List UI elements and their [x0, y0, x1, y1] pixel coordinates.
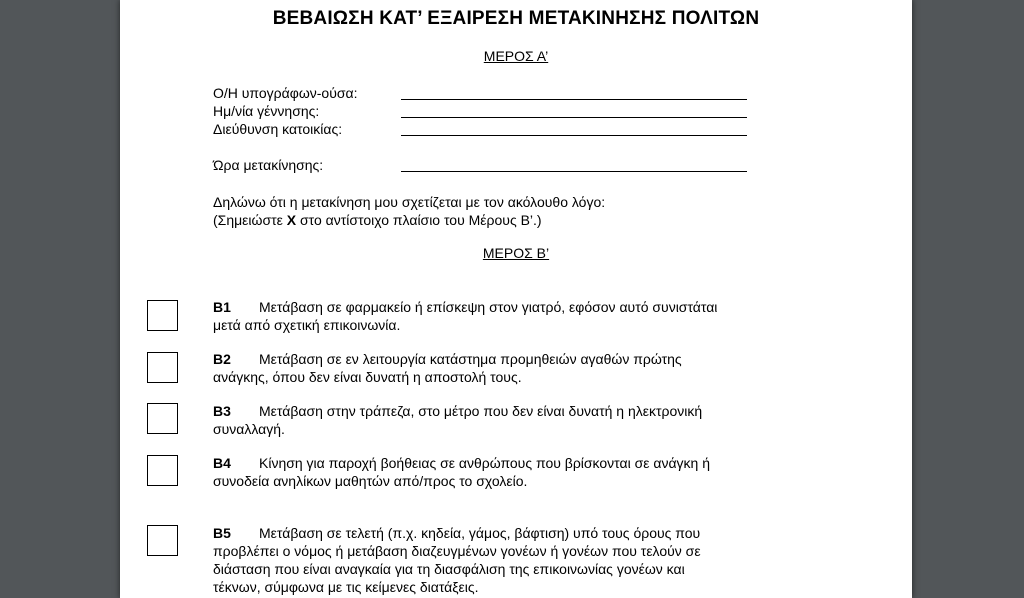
instruction-prefix: (Σημειώστε — [213, 212, 287, 228]
checkbox-b5[interactable] — [147, 525, 178, 556]
address-label: Διεύθυνση κατοικίας: — [213, 121, 343, 137]
declaration-text: Δηλώνω ότι η μετακίνηση μου σχετίζεται με τον ακόλουθο λόγο: — [213, 194, 606, 210]
option-line: συναλλαγή. — [213, 421, 285, 437]
option-b4 — [213, 454, 823, 490]
signer-input-line[interactable] — [401, 99, 747, 100]
instruction-text — [213, 211, 542, 229]
signer-label: Ο/Η υπογράφων-ούσα: — [213, 85, 358, 101]
option-line: τέκνων, σύμφωνα με τις κείμενες διατάξεις. — [213, 579, 479, 595]
address-input-line[interactable] — [401, 135, 747, 136]
movement-time-input-line[interactable] — [401, 171, 747, 172]
checkbox-b3[interactable] — [147, 403, 178, 434]
option-code: Β5 — [213, 525, 231, 541]
checkbox-b1[interactable] — [147, 300, 178, 331]
part-a-heading: ΜΕΡΟΣ Α’ — [483, 48, 549, 64]
option-line: διάσταση που είναι αναγκαία για τη διασφάλιση της επικοινωνίας γονέων και — [213, 561, 685, 577]
part-b-heading: ΜΕΡΟΣ Β’ — [482, 245, 550, 261]
option-line: συνοδεία ανηλίκων μαθητών από/προς το σχολείο. — [213, 473, 528, 489]
option-line: Μετάβαση στην τράπεζα, στο μέτρο που δεν είναι δυνατή η ηλεκτρονική — [259, 403, 703, 419]
option-line: ανάγκης, όπου δεν είναι δυνατή η αποστολή τους. — [213, 369, 522, 385]
option-line: Μετάβαση σε τελετή (π.χ. κηδεία, γάμος, βάφτιση) υπό τους όρους που — [259, 525, 701, 541]
option-code: Β1 — [213, 299, 231, 315]
instruction-suffix: στο αντίστοιχο πλαίσιο του Μέρους Β’.) — [296, 212, 542, 228]
option-line: Μετάβαση σε φαρμακείο ή επίσκεψη στον γιατρό, εφόσον αυτό συνιστάται — [259, 299, 718, 315]
birthdate-input-line[interactable] — [401, 117, 747, 118]
option-code: Β4 — [213, 455, 231, 471]
instruction-mark: Χ — [286, 212, 297, 228]
checkbox-b4[interactable] — [147, 455, 178, 486]
document-page — [120, 0, 912, 598]
birthdate-label: Ημ/νία γέννησης: — [213, 103, 320, 119]
movement-time-label: Ώρα μετακίνησης: — [213, 157, 324, 173]
option-line: μετά από σχετική επικοινωνία. — [213, 317, 401, 333]
option-code: Β3 — [213, 403, 231, 419]
option-line: Κίνηση για παροχή βοήθειας σε ανθρώπους που βρίσκονται σε ανάγκη ή — [259, 455, 711, 471]
option-b2 — [213, 350, 823, 386]
option-b3 — [213, 402, 823, 438]
option-line: Μετάβαση σε εν λειτουργία κατάστημα προμηθειών αγαθών πρώτης — [259, 351, 682, 367]
option-code: Β2 — [213, 351, 231, 367]
option-b5 — [213, 524, 823, 596]
checkbox-b2[interactable] — [147, 352, 178, 383]
document-title: ΒΕΒΑΙΩΣΗ ΚΑΤ’ ΕΞΑΙΡΕΣΗ ΜΕΤΑΚΙΝΗΣΗΣ ΠΟΛΙΤΩΝ — [272, 8, 760, 29]
option-line: προβλέπει ο νόμος ή μετάβαση διαζευγμένων γονέων ή γονέων που τελούν σε — [213, 543, 701, 559]
option-b1 — [213, 298, 823, 334]
